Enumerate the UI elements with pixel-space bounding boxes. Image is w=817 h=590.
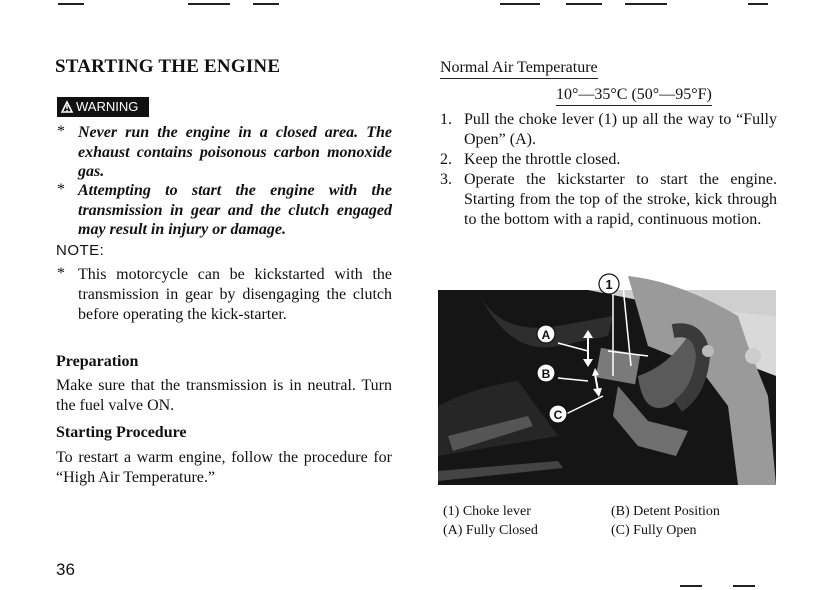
callout-label: A (541, 328, 551, 342)
step-text: Pull the choke lever (1) up all the way to “Fully Open” (A). (464, 111, 777, 148)
bottom-rule (733, 585, 755, 587)
step-item (440, 110, 777, 150)
warning-item-closed-area: Never run the engine in a closed area. The exhaust contains poisonous carbon monoxide gas. (78, 124, 392, 180)
bottom-rule (680, 585, 702, 587)
bullet-marker: * (57, 123, 65, 140)
preparation-heading: Preparation (56, 353, 139, 370)
top-rule (253, 3, 279, 5)
step-item (440, 170, 777, 230)
legend-item: (C) Fully Open (611, 523, 697, 538)
top-rule (188, 3, 230, 5)
top-rule (748, 3, 768, 5)
top-rule (58, 3, 84, 5)
procedure-steps (440, 110, 777, 230)
callout-label: 1 (605, 277, 613, 292)
figure-legend-left (443, 502, 538, 540)
legend-item: (B) Detent Position (611, 504, 720, 519)
page-title: STARTING THE ENGINE (55, 56, 281, 77)
warning-item-transmission: Attempting to start the engine with the transmission in gear and the clutch engaged may result in injury or damage. (78, 182, 392, 238)
top-rule (500, 3, 540, 5)
starting-procedure-heading: Starting Procedure (56, 424, 187, 441)
page-number: 36 (56, 560, 75, 579)
step-number: 3. (440, 171, 452, 188)
step-number: 2. (440, 151, 452, 168)
callout-label: C (553, 408, 563, 422)
bullet-marker: * (57, 181, 65, 198)
air-temperature-heading: Normal Air Temperature (440, 59, 598, 79)
warning-hazard-icon (60, 100, 74, 114)
warning-label: WARNING (76, 99, 139, 114)
top-rule (625, 3, 667, 5)
step-text: Keep the throttle closed. (464, 151, 621, 168)
callout-label: B (541, 367, 551, 381)
step-number: 1. (440, 111, 452, 128)
air-temperature-range: 10°—35°C (50°—95°F) (556, 86, 712, 106)
legend-item: (A) Fully Closed (443, 523, 538, 538)
step-item (440, 150, 777, 170)
note-label: NOTE: (56, 242, 105, 259)
step-text: Operate the kickstarter to start the engine. Starting from the top of the stroke, kick through to the bottom with a rapid, continuous motion. (464, 171, 777, 228)
starting-procedure-text: To restart a warm engine, follow the procedure for “High Air Temperature.” (56, 449, 392, 486)
note-text: This motorcycle can be kickstarted with the transmission in gear by disengaging the clutch before operating the kick-starter. (78, 266, 392, 323)
preparation-text: Make sure that the transmission is in neutral. Turn the fuel valve ON. (56, 377, 392, 414)
top-rule (566, 3, 602, 5)
choke-lever-photo (438, 256, 776, 485)
bullet-marker: * (57, 265, 65, 282)
warning-badge (57, 97, 149, 117)
legend-item: (1) Choke lever (443, 504, 531, 519)
figure-legend-right (611, 502, 720, 540)
